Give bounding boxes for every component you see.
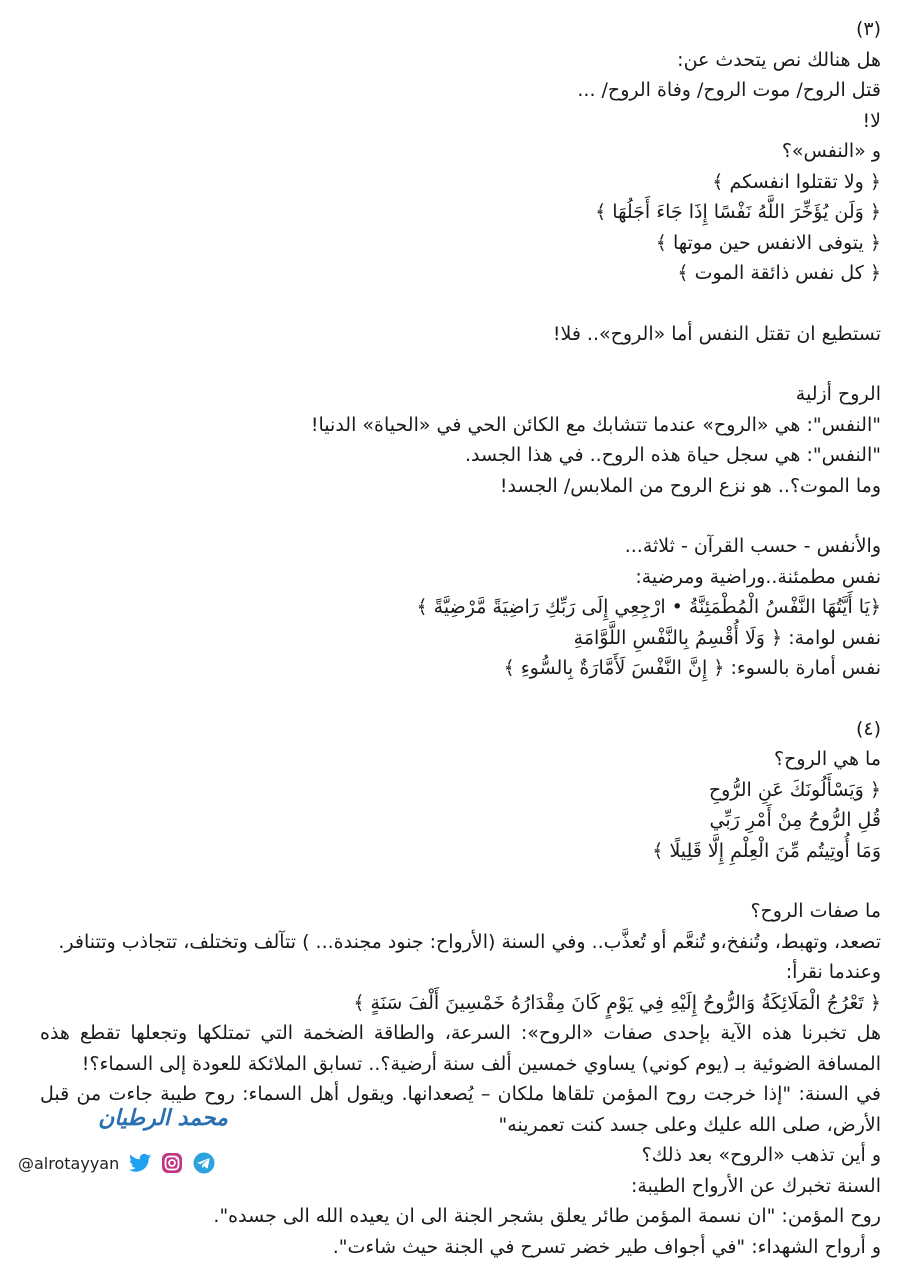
paragraph: روح المؤمن: "ان نسمة المؤمن طائر يعلق بشجر الجنة الى ان يعيده الله الى جسده". bbox=[40, 1201, 881, 1232]
question-list: قتل الروح/ موت الروح/ وفاة الروح/ ... bbox=[40, 75, 881, 106]
paragraph: الروح أزلية bbox=[40, 379, 881, 410]
author-handle[interactable]: @alrotayyan bbox=[18, 1154, 119, 1173]
paragraph: "النفس": هي سجل حياة هذه الروح.. في هذا الجسد. bbox=[40, 440, 881, 471]
verse: ﴿ يتوفى الانفس حين موتها ﴾ bbox=[40, 228, 881, 259]
paragraph: هل تخبرنا هذه الآية بإحدى صفات «الروح»: السرعة، والطاقة الضخمة التي تمتلكها وتجعلها تقطع هذه المسافة الضوئية بـ (يوم كوني) يساوي خمسين ألف سنة أرضية؟.. تسابق الملائكة للعودة إلى السماء؟! bbox=[40, 1018, 881, 1079]
question-text: هل هنالك نص يتحدث عن: bbox=[40, 45, 881, 76]
social-row bbox=[18, 1148, 215, 1178]
paragraph: تستطيع ان تقتل النفس أما «الروح».. فلا! bbox=[40, 319, 881, 350]
paragraph: وما الموت؟.. هو نزع الروح من الملابس/ الجسد! bbox=[40, 471, 881, 502]
verse: قُلِ الرُّوحُ مِنْ أَمْرِ رَبِّي bbox=[40, 805, 881, 836]
twitter-icon[interactable] bbox=[129, 1152, 151, 1174]
verse: ﴿ كل نفس ذائقة الموت ﴾ bbox=[40, 258, 881, 289]
verse: ﴿ تَعْرُجُ الْمَلَائِكَةُ وَالرُّوحُ إِلَيْهِ فِي يَوْمٍ كَانَ مِقْدَارُهُ خَمْسِينَ أَلْفَ سَنَةٍ ﴾ bbox=[40, 988, 881, 1019]
paragraph: السنة تخبرك عن الأرواح الطيبة: bbox=[40, 1171, 881, 1202]
question-text: ما هي الروح؟ bbox=[40, 744, 881, 775]
verse: ﴿ ولا تقتلوا انفسكم ﴾ bbox=[40, 167, 881, 198]
author-signature: محمد الرطيان bbox=[88, 1106, 238, 1131]
paragraph: في السنة: "إذا خرجت روح المؤمن تلقاها ملكان – يُصعدانها. ويقول أهل السماء: روح طيبة جاءت من قبل الأرض، صلى الله عليك وعلى جسد كنت تعمرينه" bbox=[40, 1079, 881, 1140]
question-text: ما صفات الروح؟ bbox=[40, 896, 881, 927]
paragraph: نفس مطمئنة..وراضية ومرضية: bbox=[40, 562, 881, 593]
paragraph: تصعد، وتهبط، وتُنفخ،و تُنعَّم أو تُعذَّب.. وفي السنة (الأرواح: جنود مجندة... ) تتآلف وتختلف، تتجاذب وتتنافر. bbox=[40, 927, 881, 958]
paragraph: و أين تذهب «الروح» بعد ذلك؟ bbox=[40, 1140, 881, 1171]
paragraph: "النفس": هي «الروح» عندما تتشابك مع الكائن الحي في «الحياة» الدنيا! bbox=[40, 410, 881, 441]
paragraph: و أرواح الشهداء: "في أجواف طير خضر تسرح في الجنة حيث شاءت". bbox=[40, 1232, 881, 1262]
verse: وَمَا أُوتِيتُم مِّنَ الْعِلْمِ إِلَّا قَلِيلًا ﴾ bbox=[40, 836, 881, 867]
and-nafs-question: و «النفس»؟ bbox=[40, 136, 881, 167]
verse: ﴿ وَلَن يُؤَخِّرَ اللَّهُ نَفْسًا إِذَا جَاءَ أَجَلُهَا ﴾ bbox=[40, 197, 881, 228]
section-3-number: (٣) bbox=[40, 14, 881, 45]
verse: ﴿يَا أَيَّتُهَا النَّفْسُ الْمُطْمَئِنَّةُ • ارْجِعِي إِلَى رَبِّكِ رَاضِيَةً مَّرْضِيَّةً ﴾ bbox=[40, 592, 881, 623]
instagram-icon[interactable] bbox=[161, 1152, 183, 1174]
answer-no: لا! bbox=[40, 106, 881, 137]
paragraph: نفس أمارة بالسوء: ﴿ إِنَّ النَّفْسَ لَأَمَّارَةٌ بِالسُّوءِ ﴾ bbox=[40, 653, 881, 684]
paragraph: نفس لوامة: ﴿ وَلَا أُقْسِمُ بِالنَّفْسِ اللَّوَّامَةِ bbox=[40, 623, 881, 654]
author-footer bbox=[18, 1106, 278, 1186]
telegram-icon[interactable] bbox=[193, 1152, 215, 1174]
paragraph: وعندما نقرأ: bbox=[40, 957, 881, 988]
section-4-number: (٤) bbox=[40, 714, 881, 745]
verse: ﴿ وَيَسْأَلُونَكَ عَنِ الرُّوحِ bbox=[40, 775, 881, 806]
article-body bbox=[40, 14, 881, 1262]
paragraph: والأنفس - حسب القرآن - ثلاثة... bbox=[40, 531, 881, 562]
